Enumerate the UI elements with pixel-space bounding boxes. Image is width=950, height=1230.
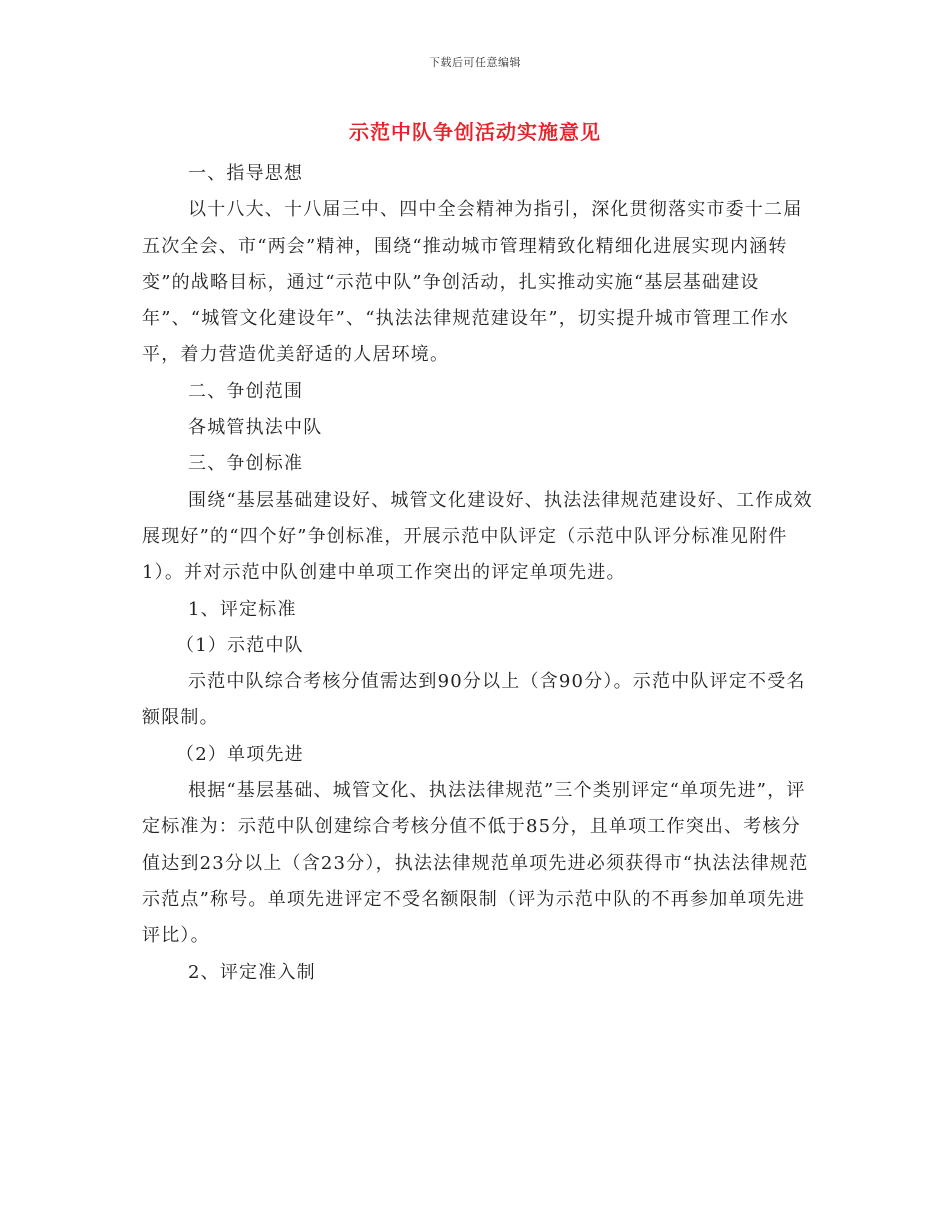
section-heading-standards: 三、争创标准 [188, 453, 304, 475]
section-heading-guiding-ideology: 一、指导思想 [188, 163, 304, 184]
subsection-heading-evaluation-standards: 1、评定标准 [188, 598, 297, 620]
paragraph-standards: 围绕“基层基础建设好、城管文化建设好、执法法律规范建设好、工作成效展现好”的“四个好”争创标准，开展示范中队评定（示范中队评分标准见附件1）。并对示范中队创建中单项工作突出的评定单项先进。 [142, 489, 813, 584]
paragraph-scope: 各城管执法中队 [188, 417, 323, 439]
section-heading-scope: 二、争创范围 [188, 380, 304, 402]
paragraph-single-item-advanced: 根据“基层基础、城管文化、执法法律规范”三个类别评定“单项先进”，评定标准为：示范中队创建综合考核分值不低于85分，且单项工作突出、考核分值达到23分以上（含23分），执法法律规范单项先进必须获得市“执法法律规范示范点”称号。单项先进评定不受名额限制（评为示范中队的不再参加单项先进评比）。 [142, 780, 809, 947]
page-header: 下载后可任意编辑 [429, 56, 521, 69]
paragraph-model-squadron: 示范中队综合考核分值需达到90分以上（含90分）。示范中队评定不受名额限制。 [142, 671, 806, 729]
document-body [142, 156, 814, 991]
subsection-heading-access-system: 2、评定准入制 [188, 961, 316, 983]
paragraph-guiding-ideology: 以十八大、十八届三中、四中全会精神为指引，深化贯彻落实市委十二届五次全会、市“两会”精神，围绕“推动城市管理精致化精细化进展实现内涵转变”的战略目标，通过“示范中队”争创活动，扎实推动实施“基层基础建设年”、“城管文化建设年”、“执法法律规范建设年”，切实提升城市管理工作水平，着力营造优美舒适的人居环境。 [142, 199, 803, 366]
document-title: 示范中队争创活动实施意见 [349, 120, 601, 144]
item-heading-model-squadron: （1）示范中队 [176, 634, 304, 656]
item-heading-single-item-advanced: （2）单项先进 [176, 743, 304, 765]
